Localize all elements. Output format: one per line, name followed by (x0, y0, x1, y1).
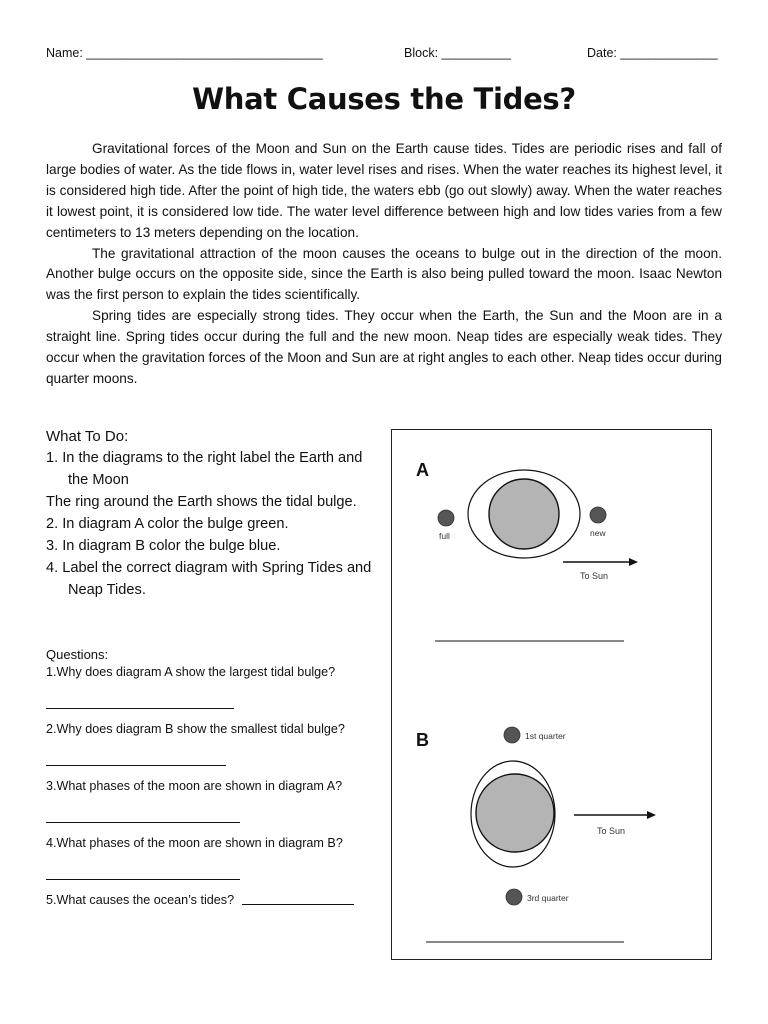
answer-line-1[interactable] (46, 708, 234, 709)
answer-line-5[interactable] (242, 904, 354, 905)
diagram-a-new-label: new (590, 528, 606, 538)
instruction-4: 4. Label the correct diagram with Spring Tides and Neap Tides. (46, 560, 372, 598)
diagrams-svg (392, 430, 711, 959)
diagram-b-third-quarter-label: 3rd quarter (527, 893, 569, 903)
answer-line-3[interactable] (46, 822, 240, 823)
diagram-b-sun-label: To Sun (597, 826, 626, 836)
instruction-3: 3. In diagram B color the bulge blue. (46, 538, 281, 554)
diagram-b-first-quarter-moon[interactable] (504, 727, 520, 743)
instruction-2: 2. In diagram A color the bulge green. (46, 516, 289, 532)
diagram-b-arrowhead-icon (647, 811, 656, 819)
paragraph-1: Gravitational forces of the Moon and Sun on the Earth cause tides. Tides are periodic rises and fall of large bodies of water. As the tide flows in, water level rises and rises. When the water reaches its highest level, it is considered high tide. After the point of high tide, the waters ebb (go out slowly) away. When the water reaches it lowest point, it is considered low tide. The water level difference between high and low tides varies from a few centimeters to 13 meters depending on the location. (46, 141, 722, 240)
question-5: 5.What causes the ocean’s tides? (46, 893, 235, 907)
diagram-a-earth[interactable] (489, 479, 559, 549)
paragraph-2: The gravitational attraction of the moon causes the oceans to bulge out in the direction of the moon. Another bulge occurs on the opposite side, since the Earth is also being pulled toward the moon. Isaac Newton was the first person to explain the tides scientifically. (46, 245, 722, 303)
diagram-b-label: B (416, 730, 429, 750)
diagram-a-new-moon[interactable] (590, 507, 606, 523)
intro-text (46, 139, 722, 390)
question-1: 1.Why does diagram A show the largest tidal bulge? (46, 665, 336, 679)
instruction-1: 1. In the diagrams to the right label the Earth and the Moon (46, 450, 363, 488)
question-4: 4.What phases of the moon are shown in diagram B? (46, 836, 343, 850)
diagram-b-earth[interactable] (476, 774, 554, 852)
question-5-row (46, 893, 354, 907)
what-to-do-section (46, 428, 376, 601)
date-field[interactable]: Date: ______________ (587, 46, 718, 60)
name-field[interactable]: Name: __________________________________ (46, 46, 323, 60)
diagram-a-full-label: full (439, 531, 450, 541)
question-2: 2.Why does diagram B show the smallest tidal bulge? (46, 722, 345, 736)
diagram-b-third-quarter-moon[interactable] (506, 889, 522, 905)
answer-line-2[interactable] (46, 765, 226, 766)
diagram-a-arrowhead-icon (629, 558, 638, 566)
question-3: 3.What phases of the moon are shown in diagram A? (46, 779, 343, 793)
tide-diagrams (391, 429, 712, 960)
diagram-a-full-moon[interactable] (438, 510, 454, 526)
block-field[interactable]: Block: __________ (404, 46, 512, 60)
answer-line-4[interactable] (46, 879, 240, 880)
diagram-b-first-quarter-label: 1st quarter (525, 731, 566, 741)
paragraph-3: Spring tides are especially strong tides. They occur when the Earth, the Sun and the Moon are in a straight line. Spring tides occur during the full and the new moon. Neap tides are especially weak tides. They occur when the gravitation forces of the Moon and Sun are at right angles to each other. Neap tides occur during quarter moons. (46, 308, 722, 386)
diagram-a-sun-label: To Sun (580, 571, 609, 581)
page-title: What Causes the Tides? (192, 82, 576, 116)
what-to-do-heading: What To Do: (46, 428, 129, 445)
diagram-a-label: A (416, 460, 429, 480)
instruction-note: The ring around the Earth shows the tidal bulge. (46, 494, 357, 510)
questions-heading: Questions: (46, 647, 109, 662)
